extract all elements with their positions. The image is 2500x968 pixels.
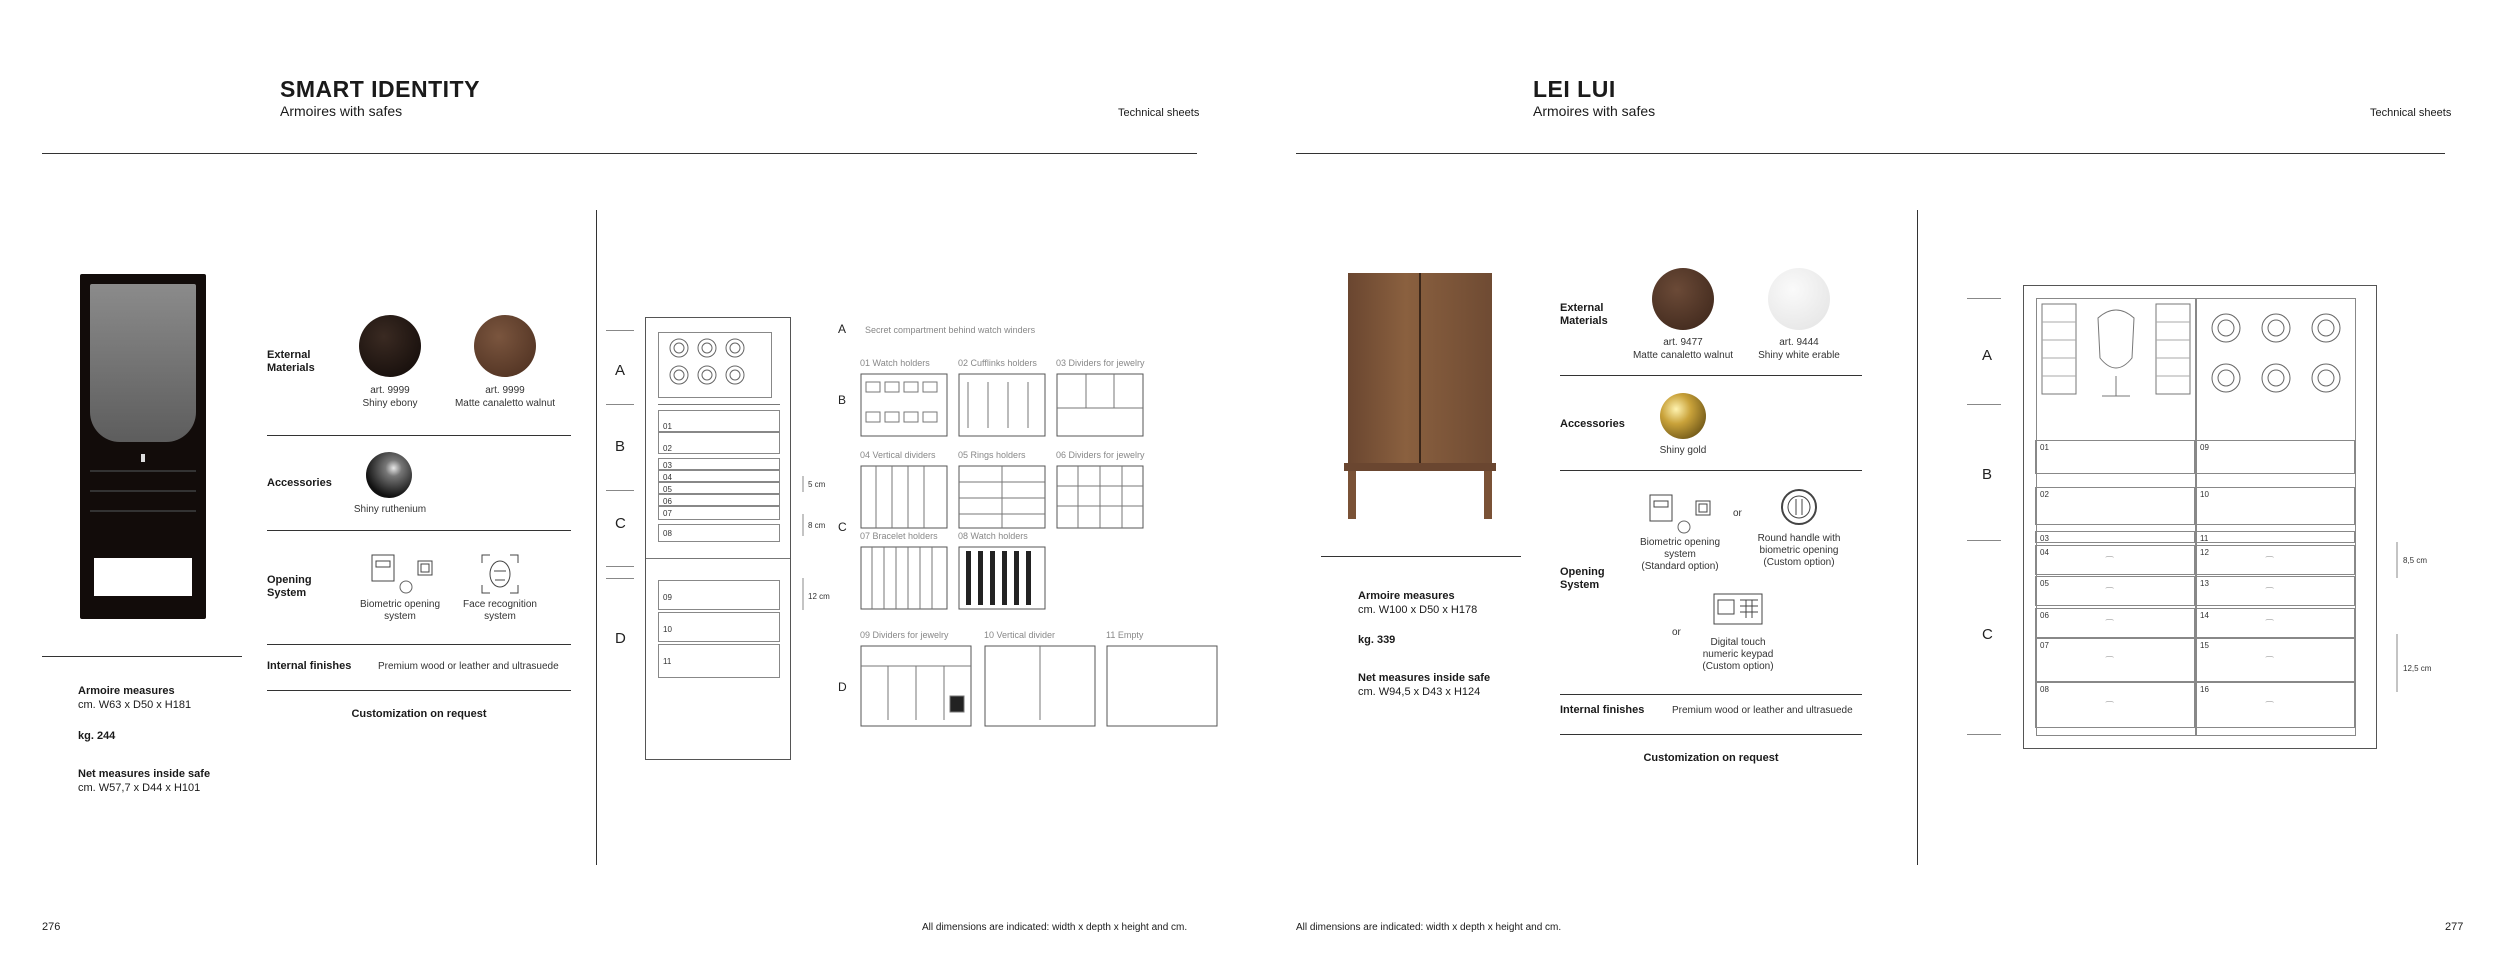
page-title-left: SMART IDENTITY <box>280 76 480 102</box>
dimension-arrows <box>798 474 808 619</box>
opening-keypad-caption: Digital touch numeric keypad (Custom option) <box>1702 637 1774 672</box>
column-divider-right <box>1917 210 1918 865</box>
drawer-num: 01 <box>2040 443 2049 452</box>
section-letter-a: A <box>615 362 626 379</box>
drawer <box>2035 638 2195 682</box>
tray-03-dividers <box>1056 358 1145 445</box>
section-letter-c: C <box>615 515 626 532</box>
column-divider-left <box>596 210 597 865</box>
drawer-num: 14 <box>2200 611 2209 620</box>
tray-num: 02 <box>958 358 969 368</box>
drawer <box>2035 608 2195 638</box>
drawer-handle-icon: ⁀ <box>2266 556 2274 566</box>
drawer <box>2195 576 2355 606</box>
tray-title: Vertical divider <box>996 630 1056 640</box>
net-measures-value-right: cm. W94,5 x D43 x H124 <box>1358 686 1481 698</box>
armoire-mirror <box>90 284 196 442</box>
page-subtitle-right: Armoires with safes <box>1533 103 1656 119</box>
tray-10-vertical-divider <box>984 630 1096 745</box>
drawer-handle-icon: ⁀ <box>2266 587 2274 597</box>
drawer-num: 10 <box>2200 490 2209 499</box>
drawer <box>2195 545 2355 575</box>
accessory-swatch-ruthenium <box>366 452 412 498</box>
divider <box>267 644 571 645</box>
section-letter-a-right: A <box>1982 347 1993 364</box>
drawer <box>2035 531 2195 543</box>
tray-09-dividers <box>860 630 972 745</box>
weight-left: kg. 244 <box>78 730 116 742</box>
drawer-num: 07 <box>663 509 672 518</box>
shelf <box>646 558 790 559</box>
divider <box>267 530 571 531</box>
tray-title: Vertical dividers <box>872 450 936 460</box>
drawer-10 <box>658 612 780 642</box>
drawer-num: 04 <box>663 473 672 482</box>
tick <box>1967 734 2001 735</box>
material-art-2: art. 9999 <box>485 385 525 396</box>
safe-drawing-left <box>645 317 791 760</box>
drawer-num: 06 <box>2040 611 2049 620</box>
drawer-handle-icon: ⁀ <box>2266 619 2274 629</box>
drawer-num: 09 <box>663 593 672 602</box>
armoire-lower-panel <box>94 558 192 596</box>
tray-num: 09 <box>860 630 871 640</box>
armoire-drawer <box>90 490 196 512</box>
tray-title: Watch holders <box>872 358 930 368</box>
tray-title: Empty <box>1117 630 1144 640</box>
drawer-04 <box>658 470 780 482</box>
drawer <box>2195 608 2355 638</box>
dimension-85cm: 8,5 cm <box>2403 556 2428 565</box>
tray-06-dividers <box>1056 450 1145 537</box>
material-swatch-walnut <box>474 315 536 377</box>
opening-round-handle-caption: Round handle with biometric opening (Custom option) <box>1757 533 1841 568</box>
page-subtitle-left: Armoires with safes <box>280 103 403 119</box>
drawer-handle-icon: ⁀ <box>2106 656 2114 666</box>
biometric-icon <box>370 553 434 600</box>
divider <box>267 690 571 691</box>
drawer-num: 04 <box>2040 548 2049 557</box>
tray-num: 10 <box>984 630 995 640</box>
drawer-02 <box>658 432 780 454</box>
drawer-11 <box>658 644 780 678</box>
header-rule-left <box>42 153 1197 154</box>
material-name-right-1: Matte canaletto walnut <box>1632 350 1734 361</box>
measures-rule-right <box>1321 556 1521 557</box>
drawer <box>2195 487 2355 525</box>
dimension-arrows-right <box>2392 540 2402 705</box>
drawer-09 <box>658 580 780 610</box>
drawer-num: 02 <box>2040 490 2049 499</box>
material-art-1: art. 9999 <box>370 385 410 396</box>
tray-num: 06 <box>1056 450 1067 460</box>
tray-02-cufflinks <box>958 358 1046 445</box>
drawer-num: 03 <box>663 461 672 470</box>
armoire-handle <box>141 454 145 462</box>
customization-left: Customization on request <box>351 708 487 720</box>
measures-rule-left <box>42 656 242 657</box>
necklace-holder-section <box>2036 298 2196 413</box>
drawer <box>2195 531 2355 543</box>
accessories-label-right: Accessories <box>1560 418 1625 430</box>
customization-right: Customization on request <box>1643 752 1779 764</box>
material-swatch-white-erable <box>1768 268 1830 330</box>
section-letter-b: B <box>615 438 626 455</box>
armoire-measures-value-right: cm. W100 x D50 x H178 <box>1358 604 1478 616</box>
tray-title: Dividers for jewelry <box>872 630 949 640</box>
internal-finishes-value-left: Premium wood or leather and ultrasuede <box>378 661 559 672</box>
armoire-image-lei-lui <box>1344 273 1496 520</box>
material-swatch-walnut-right <box>1652 268 1714 330</box>
or-label-2: or <box>1672 627 1681 638</box>
dimension-8cm: 8 cm <box>808 521 826 530</box>
armoire-leg <box>1348 471 1356 519</box>
material-art-right-1: art. 9477 <box>1663 337 1703 348</box>
tick <box>606 490 634 491</box>
accessory-name-right: Shiny gold <box>1659 445 1707 456</box>
tray-05-rings <box>958 450 1046 537</box>
armoire-leg <box>1484 471 1492 519</box>
tick <box>606 566 634 567</box>
tray-section-c: C <box>838 520 847 534</box>
material-name-1: Shiny ebony <box>362 398 418 409</box>
drawer-num: 08 <box>663 529 672 538</box>
dimension-125cm: 12,5 cm <box>2403 664 2432 673</box>
drawer-num: 03 <box>2040 534 2049 543</box>
armoire-image-smart-identity <box>80 274 206 619</box>
divider <box>267 435 571 436</box>
internal-finishes-value-right: Premium wood or leather and ultrasuede <box>1672 705 1853 716</box>
watch-winders <box>658 332 772 398</box>
section-letter-d: D <box>615 630 626 647</box>
biometric-icon-right <box>1648 493 1712 540</box>
technical-sheets-label-right: Technical sheets <box>2370 107 2452 119</box>
tick <box>606 330 634 331</box>
tick <box>1967 404 2001 405</box>
footer-note-left: All dimensions are indicated: width x depth x height and cm. <box>922 922 1188 933</box>
tray-04-vertical-dividers <box>860 450 948 537</box>
drawer-num: 05 <box>663 485 672 494</box>
armoire-door-split <box>1419 273 1421 463</box>
drawer <box>2195 682 2355 728</box>
watch-winders-right <box>2196 298 2356 413</box>
round-handle-icon <box>1779 487 1819 532</box>
drawer-num: 13 <box>2200 579 2209 588</box>
drawer <box>2035 487 2195 525</box>
drawer-05 <box>658 482 780 494</box>
drawer-num: 16 <box>2200 685 2209 694</box>
section-letter-c-right: C <box>1982 626 1993 643</box>
dimension-5cm: 5 cm <box>808 480 826 489</box>
tray-07-bracelet <box>860 531 948 618</box>
page-title-right: LEI LUI <box>1533 76 1616 102</box>
divider <box>1560 734 1862 735</box>
tray-11-empty <box>1106 630 1218 745</box>
tick <box>1967 540 2001 541</box>
drawer-handle-icon: ⁀ <box>2106 701 2114 711</box>
opening-system-label-left: Opening System <box>267 574 312 599</box>
tick <box>606 404 634 405</box>
drawer-num: 02 <box>663 444 672 453</box>
drawer-06 <box>658 494 780 506</box>
drawer-01 <box>658 410 780 432</box>
drawer <box>2035 440 2195 474</box>
drawer-num: 06 <box>663 497 672 506</box>
tray-title: Dividers for jewelry <box>1068 450 1145 460</box>
divider <box>1560 375 1862 376</box>
page-number-right: 277 <box>2445 921 2464 933</box>
armoire-drawer <box>90 470 196 492</box>
drawer-num: 09 <box>2200 443 2209 452</box>
drawer-handle-icon: ⁀ <box>2106 556 2114 566</box>
material-swatch-ebony <box>359 315 421 377</box>
armoire-measures-label-left: Armoire measures <box>78 685 175 697</box>
tray-num: 07 <box>860 531 871 541</box>
section-a-caption: Secret compartment behind watch winders <box>865 325 1036 335</box>
external-materials-label-left: External Materials <box>267 349 315 374</box>
drawer-handle-icon: ⁀ <box>2106 619 2114 629</box>
tray-title: Watch holders <box>970 531 1028 541</box>
opening-biometric-caption-right: Biometric opening system (Standard option) <box>1639 537 1721 572</box>
tray-title: Dividers for jewelry <box>1068 358 1145 368</box>
material-art-right-2: art. 9444 <box>1779 337 1819 348</box>
opening-system-label-right: Opening System <box>1560 566 1605 591</box>
armoire-base <box>1344 463 1496 471</box>
tick <box>1967 298 2001 299</box>
tray-section-b: B <box>838 393 847 407</box>
armoire-measures-value-left: cm. W63 x D50 x H181 <box>78 699 192 711</box>
tick <box>606 578 634 579</box>
tray-num: 03 <box>1056 358 1067 368</box>
drawer-handle-icon: ⁀ <box>2106 587 2114 597</box>
material-name-2: Matte canaletto walnut <box>454 398 556 409</box>
tray-num: 11 <box>1106 630 1116 640</box>
drawer <box>2035 545 2195 575</box>
page-number-left: 276 <box>42 921 61 933</box>
drawer-07 <box>658 506 780 520</box>
drawer-num: 07 <box>2040 641 2049 650</box>
drawer-num: 11 <box>663 657 672 666</box>
tray-title: Rings holders <box>970 450 1026 460</box>
armoire-drawer <box>90 510 196 532</box>
dimension-12cm: 12 cm <box>808 592 830 601</box>
drawer-08 <box>658 524 780 542</box>
material-name-right-2: Shiny white erable <box>1758 350 1840 361</box>
drawer-num: 11 <box>2200 534 2209 543</box>
footer-note-right: All dimensions are indicated: width x depth x height and cm. <box>1296 922 1562 933</box>
tray-section-a: A <box>838 322 847 336</box>
face-recognition-icon <box>480 553 520 600</box>
tray-title: Cufflinks holders <box>970 358 1037 368</box>
drawer-num: 01 <box>663 422 672 431</box>
tray-num: 04 <box>860 450 871 460</box>
drawer <box>2035 682 2195 728</box>
drawer <box>2035 576 2195 606</box>
drawer-03 <box>658 458 780 470</box>
opening-biometric-caption: Biometric opening system <box>359 599 441 622</box>
drawer-num: 12 <box>2200 548 2209 557</box>
internal-finishes-label-right: Internal finishes <box>1560 704 1645 716</box>
section-letter-b-right: B <box>1982 466 1993 483</box>
tray-num: 01 <box>860 358 871 368</box>
external-materials-label-right: External Materials <box>1560 302 1608 327</box>
tray-01-watch-holders <box>860 358 948 445</box>
accessory-swatch-gold <box>1660 393 1706 439</box>
divider <box>1560 470 1862 471</box>
divider <box>1560 694 1862 695</box>
opening-face-caption: Face recognition system <box>463 599 537 622</box>
or-label-1: or <box>1733 508 1742 519</box>
net-measures-label-left: Net measures inside safe <box>78 768 211 780</box>
drawer-num: 15 <box>2200 641 2209 650</box>
drawer <box>2195 440 2355 474</box>
armoire-measures-label-right: Armoire measures <box>1358 590 1455 602</box>
drawer-handle-icon: ⁀ <box>2266 701 2274 711</box>
accessory-name-left: Shiny ruthenium <box>353 504 427 515</box>
drawer <box>2195 638 2355 682</box>
net-measures-value-left: cm. W57,7 x D44 x H101 <box>78 782 201 794</box>
drawer-num: 10 <box>663 625 672 634</box>
tray-num: 08 <box>958 531 969 541</box>
tray-section-d: D <box>838 680 847 694</box>
drawer-num: 08 <box>2040 685 2049 694</box>
shelf <box>658 404 780 405</box>
tray-num: 05 <box>958 450 969 460</box>
net-measures-label-right: Net measures inside safe <box>1358 672 1491 684</box>
technical-sheets-label-left: Technical sheets <box>1118 107 1200 119</box>
header-rule-right <box>1296 153 2445 154</box>
internal-finishes-label-left: Internal finishes <box>267 660 352 672</box>
tray-title: Bracelet holders <box>872 531 938 541</box>
accessories-label-left: Accessories <box>267 477 332 489</box>
digital-keypad-icon <box>1712 592 1764 635</box>
tray-08-watch-holders <box>958 531 1046 618</box>
drawer-num: 05 <box>2040 579 2049 588</box>
drawer-handle-icon: ⁀ <box>2266 656 2274 666</box>
weight-right: kg. 339 <box>1358 634 1396 646</box>
